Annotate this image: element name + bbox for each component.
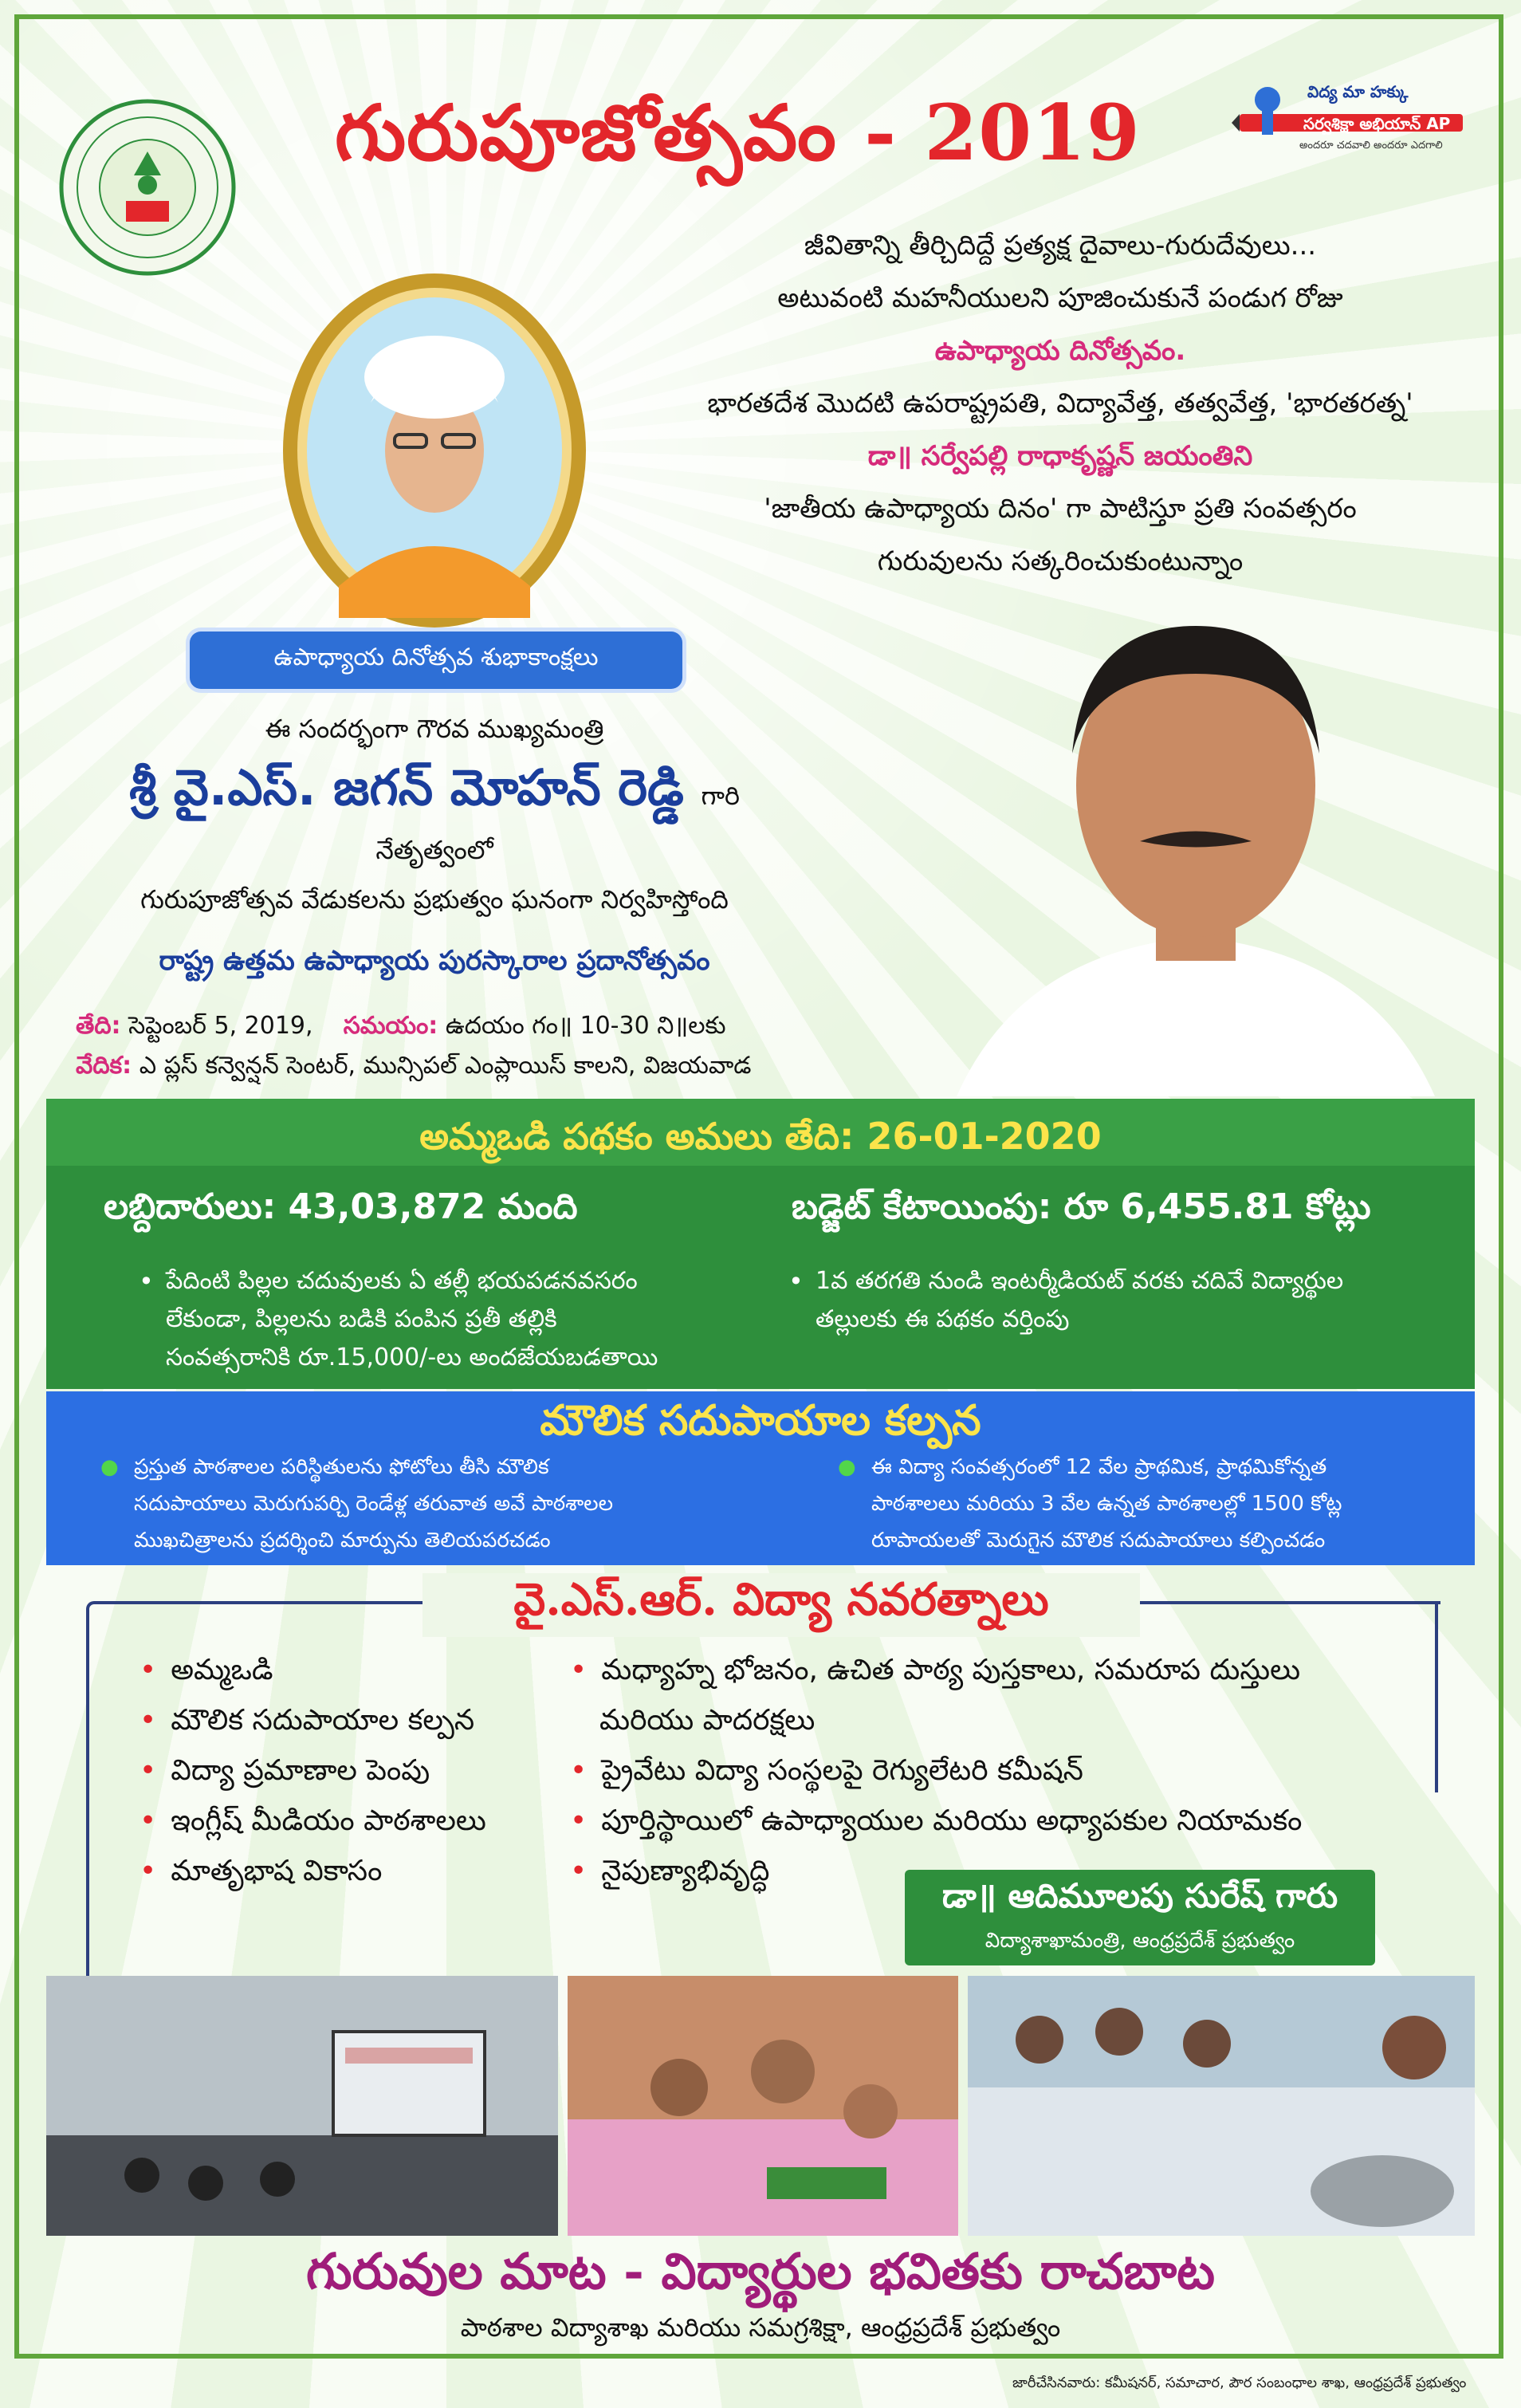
- infra-left-line: ముఖచిత్రాలను ప్రదర్శించి మార్పును తెలియపరచడం: [134, 1529, 551, 1552]
- infrastructure-panel: [46, 1391, 1475, 1565]
- infra-right-line: పాఠశాలలు మరియు 3 వేల ఉన్నత పాఠశాలల్లో 1500 కోట్ల: [871, 1492, 1342, 1516]
- bullet-icon: •: [570, 1804, 588, 1837]
- list-item: [140, 1745, 486, 1796]
- date-label: తేది:: [76, 1012, 121, 1040]
- navaratnalu-frame-right: [1435, 1601, 1438, 1792]
- bullet-icon: •: [788, 1266, 804, 1296]
- bullet-icon: •: [140, 1754, 157, 1787]
- cm-intro-line: ఈ సందర్భంగా గౌరవ ముఖ్యమంత్రి: [265, 714, 604, 744]
- ammavodi-title: అమ్మఒడి పథకం అమలు తేది: 26-01-2020: [419, 1115, 1102, 1158]
- beneficiaries-stat: లబ్దిదారులు: 43,03,872 మంది: [104, 1186, 578, 1227]
- budget-stat: బడ్జెట్ కేటాయింపు: రూ 6,455.81 కోట్లు: [792, 1186, 1371, 1227]
- cm-name-suffix: గారి: [701, 781, 740, 811]
- navaratnalu-right-list: [570, 1645, 1302, 1896]
- award-ceremony-line: రాష్ట్ర ఉత్తమ ఉపాధ్యాయ పురస్కారాల ప్రదానోత్సవం: [159, 945, 710, 977]
- list-item-text: నైపుణ్యాభివృద్ధి: [601, 1855, 770, 1887]
- intro-line-7: గురువులను సత్కరించుకుంటున్నాం: [877, 545, 1244, 577]
- intro-line-1: జీవితాన్ని తీర్చిదిద్దే ప్రత్యక్ష దైవాలు-గురుదేవులు...: [804, 230, 1317, 262]
- event-time: ఉదయం గం॥ 10-30 ని॥లకు: [445, 1012, 726, 1040]
- bullet-icon: ●: [838, 1455, 856, 1479]
- list-item: [140, 1796, 486, 1846]
- sarva-shiksha-logo: [1232, 76, 1471, 163]
- radhakrishnan-portrait: [275, 267, 594, 634]
- list-item-text: పూర్తిస్థాయిలో ఉపాధ్యాయుల మరియు అధ్యాపకుల నియామకం: [601, 1804, 1303, 1837]
- ammavodi-point-left: [139, 1262, 658, 1377]
- midday-meal-photo: [968, 1976, 1475, 2236]
- cm-with-students-photo: [568, 1976, 958, 2236]
- navaratnalu-title: వై.ఎస్.ఆర్. విద్యా నవరత్నాలు: [422, 1573, 1140, 1637]
- cm-name: [64, 758, 805, 828]
- list-item-text: మాతృభాష వికాసం: [171, 1855, 383, 1887]
- cm-leadership-line: నేతృత్వంలో: [375, 835, 493, 865]
- ammavodi-left-line: లేకుండా, పిల్లలను బడికి పంపిన ప్రతీ తల్లికి: [166, 1305, 557, 1333]
- bullet-icon: •: [140, 1654, 157, 1686]
- list-item-text: మధ్యాహ్న భోజనం, ఉచిత పాఠ్య పుస్తకాలు, సమరూప దుస్తులు: [601, 1654, 1301, 1686]
- intro-line-4: భారతదేశ మొదటి ఉపరాష్ట్రపతి, విద్యావేత్త, తత్వవేత్త, 'భారతరత్న': [707, 388, 1413, 419]
- minister-badge: [905, 1870, 1375, 1965]
- infra-right-line: ఈ విద్యా సంవత్సరంలో 12 వేల ప్రాథమిక, ప్రాథమికోన్నత: [871, 1455, 1327, 1479]
- ammavodi-right-line: తల్లులకు ఈ పథకం వర్తింపు: [816, 1305, 1070, 1333]
- brand-slogan: విద్య మా హక్కు: [1307, 82, 1409, 101]
- list-item: [570, 1645, 1302, 1695]
- issuer-credit: జారీచేసినవారు: కమీషనర్, సమాచార, పౌర సంబంధాల శాఖ, ఆంధ్రప్రదేశ్ ప్రభుత్వం: [1012, 2375, 1467, 2391]
- bullet-icon: •: [139, 1266, 154, 1296]
- cm-celebration-line: గురుపూజోత్సవ వేడుకలను ప్రభుత్వం ఘనంగా నిర్వహిస్తోంది: [140, 884, 729, 915]
- bullet-icon: •: [570, 1855, 588, 1887]
- greeting-badge: ఉపాధ్యాయ దినోత్సవ శుభాకాంక్షలు: [190, 632, 682, 689]
- infra-point-right: [838, 1449, 1342, 1559]
- list-item-text: విద్యా ప్రమాణాల పెంపు: [171, 1754, 430, 1787]
- time-label: సమయం:: [343, 1012, 438, 1040]
- cm-name-text: శ్రీ వై.ఎస్. జగన్ మోహన్ రెడ్డి: [129, 758, 684, 816]
- chief-minister-photo: [925, 578, 1467, 1096]
- list-item: [140, 1846, 486, 1896]
- venue-label: వేదిక:: [76, 1052, 132, 1080]
- bullet-icon: ●: [100, 1455, 119, 1479]
- list-item-text: అమ్మఒడి: [171, 1654, 273, 1686]
- navaratnalu-left-list: [140, 1645, 486, 1896]
- page-title: గురుపూజోత్సవం - 2019: [335, 88, 1141, 178]
- classroom-photo: [46, 1976, 558, 2236]
- infra-right-line: రూపాయలతో మెరుగైన మౌలిక సదుపాయాలు కల్పించడం: [871, 1529, 1326, 1552]
- intro-line-2: అటువంటి మహనీయులని పూజించుకునే పండుగ రోజు: [777, 282, 1343, 314]
- list-item-text: మౌలిక సదుపాయాల కల్పన: [171, 1704, 475, 1737]
- brand-name: సర్వశిక్షా అభియాన్ AP: [1303, 114, 1451, 133]
- ammavodi-point-right: [788, 1262, 1344, 1339]
- footer-department: పాఠశాల విద్యాశాఖ మరియు సమగ్రశిక్షా, ఆంధ్రప్రదేశ్ ప్రభుత్వం: [460, 2312, 1061, 2343]
- list-item: [570, 1745, 1302, 1796]
- list-item: [570, 1796, 1302, 1846]
- ammavodi-panel: [46, 1099, 1475, 1389]
- event-venue-line: [76, 1046, 751, 1086]
- intro-line-radhakrishnan: డా॥ సర్వేపల్లి రాధాకృష్ణన్ జయంతిని: [867, 440, 1253, 472]
- event-date: సెప్టెంబర్ 5, 2019,: [128, 1012, 313, 1040]
- minister-role: విద్యాశాఖామంత్రి, ఆంధ్రప్రదేశ్ ప్రభుత్వం: [985, 1929, 1295, 1953]
- event-venue: ఎ ప్లస్ కన్వెన్షన్ సెంటర్, మున్సిపల్ ఎంప్లాయిస్ కాలని, విజయవాడ: [139, 1052, 752, 1080]
- list-item-text: మరియు పాదరక్షలు: [599, 1704, 816, 1737]
- intro-text: [630, 219, 1491, 588]
- intro-line-6: 'జాతీయ ఉపాధ్యాయ దినం' గా పాటిస్తూ ప్రతి సంవత్సరం: [764, 493, 1357, 525]
- list-item-text: ఇంగ్లీష్ మీడియం పాఠశాలలు: [171, 1804, 486, 1837]
- infra-left-line: ప్రస్తుత పాఠశాలల పరిస్థితులను ఫోటోలు తీసి మౌలిక: [134, 1455, 549, 1479]
- ammavodi-left-line: సంవత్సరానికి రూ.15,000/-లు అందజేయబడతాయి: [166, 1344, 658, 1371]
- list-item: [140, 1695, 486, 1745]
- minister-name: డా॥ ఆదిమూలపు సురేష్ గారు: [941, 1876, 1338, 1915]
- infrastructure-title: మౌలిక సదుపాయాల కల్పన: [540, 1396, 981, 1445]
- bullet-icon: •: [140, 1855, 157, 1887]
- ammavodi-right-line: 1వ తరగతి నుండి ఇంటర్మీడియట్ వరకు చదివే విద్యార్థుల: [816, 1267, 1344, 1295]
- bullet-icon: •: [570, 1654, 588, 1686]
- cm-message: [64, 714, 805, 983]
- list-item: [570, 1695, 1302, 1745]
- bullet-icon: •: [140, 1804, 157, 1837]
- infra-point-left: [100, 1449, 613, 1559]
- footer-slogan: గురువుల మాట - విద్యార్థుల భవితకు రాచబాట: [306, 2242, 1215, 2300]
- bullet-icon: •: [140, 1704, 157, 1737]
- brand-tagline: అందరూ చదవాలి అందరూ ఎదగాలి: [1299, 140, 1443, 151]
- event-details: [76, 1006, 751, 1086]
- intro-line-teachers-day: ఉపాధ్యాయ దినోత్సవం.: [934, 335, 1186, 367]
- list-item: [140, 1645, 486, 1695]
- bullet-icon: •: [570, 1754, 588, 1787]
- ammavodi-left-line: పేదింటి పిల్లల చదువులకు ఏ తల్లీ భయపడనవసరం: [166, 1267, 638, 1295]
- event-date-time: [76, 1006, 751, 1046]
- infra-left-line: సదుపాయాలు మెరుగుపర్చి రెండేళ్ల తరువాత అవే పాఠశాలల: [134, 1492, 613, 1516]
- ap-government-seal-icon: [56, 96, 239, 279]
- list-item-text: ప్రైవేటు విద్యా సంస్థలపై రెగ్యులేటరి కమీషన్: [601, 1754, 1083, 1787]
